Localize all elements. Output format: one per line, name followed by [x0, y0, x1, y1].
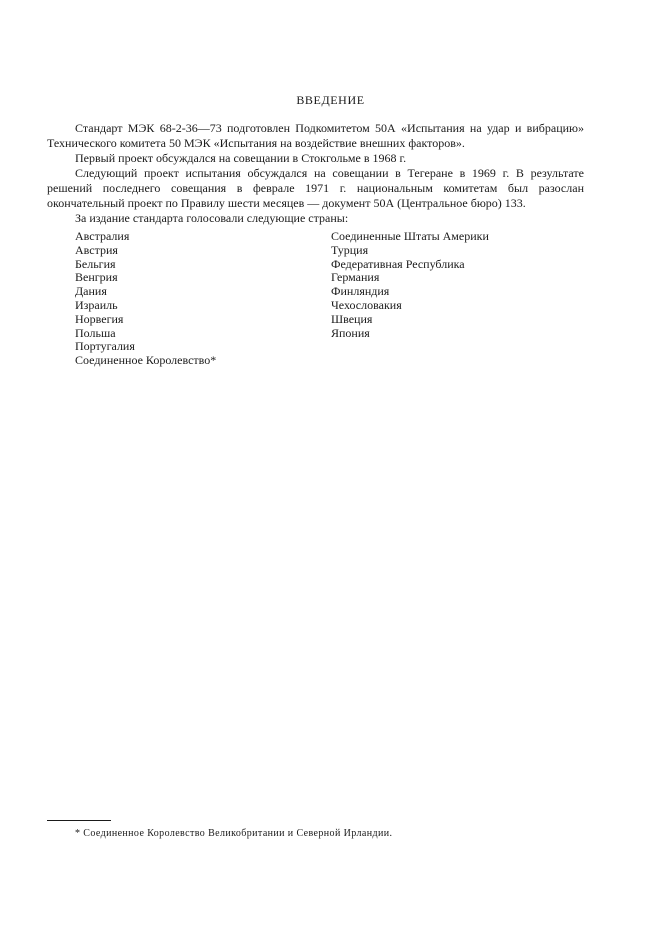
list-item: Венгрия — [75, 270, 118, 285]
list-item: Соединенное Королевство* — [75, 353, 217, 368]
list-item: Германия — [331, 270, 380, 285]
page-title: ВВЕДЕНИЕ — [296, 93, 365, 107]
paragraph — [47, 211, 584, 226]
list-item: Австрия — [75, 242, 118, 257]
list-item: Чехословакия — [331, 297, 402, 312]
list-item: Соединенные Штаты Америки — [331, 229, 489, 243]
paragraph — [47, 166, 584, 211]
footnote: * Соединенное Королевство Великобритании и Северной Ирландии. — [75, 828, 393, 839]
list-item: Финляндия — [331, 284, 390, 299]
paragraph-text: Первый проект обсуждался на совещании в Стокгольме в 1968 г. — [75, 151, 407, 165]
countries-list-right — [331, 230, 489, 340]
paragraph — [47, 121, 584, 151]
list-item: Федеративная Республика — [331, 256, 465, 271]
list-item: Норвегия — [75, 311, 124, 326]
countries-list-left — [75, 230, 216, 368]
list-item: Швеция — [331, 311, 373, 326]
list-item: Дания — [75, 284, 107, 299]
list-item: Австралия — [75, 229, 130, 243]
list-item: Португалия — [75, 339, 135, 354]
list-item: Япония — [331, 325, 370, 340]
intro-text — [47, 121, 584, 226]
list-item: Израиль — [75, 297, 118, 312]
list-item: Польша — [75, 325, 116, 340]
paragraph-text: За издание стандарта голосовали следующие страны: — [75, 211, 349, 225]
list-item: Бельгия — [75, 256, 116, 271]
paragraph — [47, 151, 584, 166]
list-item: Турция — [331, 242, 369, 257]
footnote-divider — [47, 820, 111, 821]
paragraph-text: Стандарт МЭК 68-2-36—73 подготовлен Подкомитетом 50А «Испытания на удар и вибрацию» Технического комитета 50 МЭК «Испытания на воздействие внешних факторов». — [47, 121, 584, 150]
paragraph-text: Следующий проект испытания обсуждался на совещании в Тегеране в 1969 г. В результате решений последнего совещания в феврале 1971 г. национальным комитетам был разослан окончательный проект по Правилу шести месяцев — документ 50А (Центральное бюро) 133. — [47, 166, 584, 210]
